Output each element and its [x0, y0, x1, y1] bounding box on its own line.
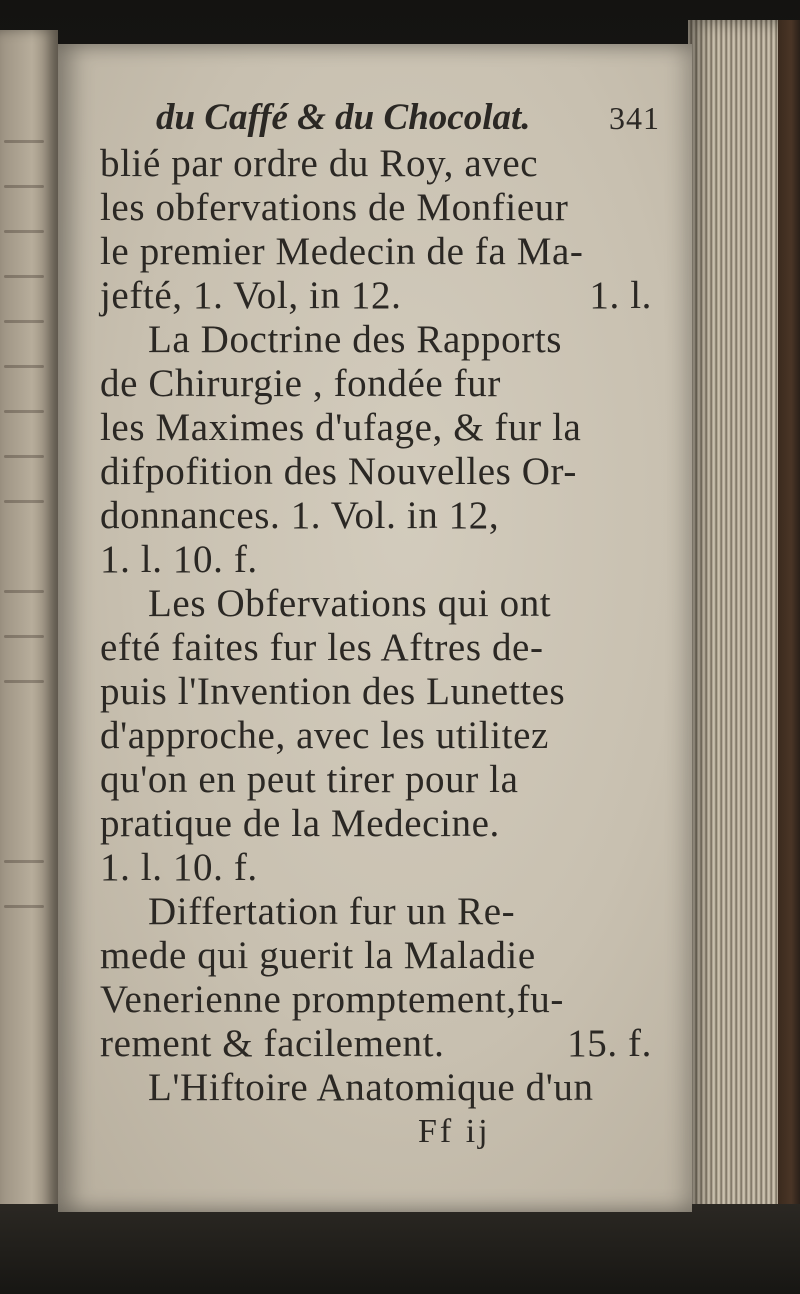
bottom-shadow: [0, 1204, 800, 1294]
line-text: mede qui guerit la Maladie: [100, 934, 536, 977]
line-text: Les Obfervations qui ont: [148, 582, 552, 625]
line-text: Venerienne promptement,fu-: [100, 978, 564, 1021]
line-text: les Maximes d'ufage, & fur la: [100, 406, 582, 449]
line-text: le premier Medecin de fa Ma-: [100, 230, 584, 273]
text-line: [100, 846, 660, 890]
right-page-stack: [688, 20, 800, 1270]
line-text: donnances. 1. Vol. in 12,: [100, 494, 500, 537]
text-line: [100, 362, 660, 406]
line-price: 15. f.: [567, 1022, 652, 1065]
line-text: Differtation fur un Re-: [148, 890, 516, 933]
book-cover-edge: [778, 20, 800, 1270]
text-line: [100, 890, 660, 934]
line-text: d'approche, avec les utilitez: [100, 714, 549, 757]
text-line: [100, 670, 660, 714]
line-text: de Chirurgie , fondée fur: [100, 362, 501, 405]
left-page-edge: [0, 30, 58, 1220]
line-text: 1. l. 10. f.: [100, 538, 258, 581]
line-text: efté faites fur les Aftres de-: [100, 626, 544, 669]
book-page: [58, 44, 692, 1212]
line-text: puis l'Invention des Lunettes: [100, 670, 566, 713]
text-line: [100, 450, 660, 494]
text-line: [100, 538, 660, 582]
line-text: qu'on en peut tirer pour la: [100, 758, 519, 801]
line-text: jefté, 1. Vol, in 12.: [100, 274, 402, 317]
line-price: 1. l.: [589, 274, 652, 317]
text-line: [100, 978, 660, 1022]
running-title: du Caffé & du Chocolat.: [156, 97, 531, 138]
text-line: [100, 802, 660, 846]
line-text: La Doctrine des Rapports: [148, 318, 563, 361]
line-text: difpofition des Nouvelles Or-: [100, 450, 577, 493]
line-text: rement & facilement.: [100, 1022, 445, 1065]
text-line: [100, 318, 660, 362]
line-text: L'Hiftoire Anatomique d'un: [148, 1066, 594, 1109]
line-text: blié par ordre du Roy, avec: [100, 142, 539, 185]
text-line: [100, 714, 660, 758]
text-line: [100, 934, 660, 978]
text-line: [100, 406, 660, 450]
text-line: [100, 758, 660, 802]
text-line: [100, 626, 660, 670]
page-text: [100, 96, 660, 1154]
text-line: [100, 142, 660, 186]
text-line: [100, 186, 660, 230]
text-line: [100, 274, 660, 318]
page-number: 341: [609, 100, 660, 136]
text-line: [100, 1022, 660, 1066]
signature-mark: Ff ij: [418, 1113, 491, 1150]
text-line: [100, 1066, 660, 1110]
line-text: pratique de la Medecine.: [100, 802, 500, 845]
text-line: [100, 230, 660, 274]
line-text: les obfervations de Monfieur: [100, 186, 569, 229]
text-line: [100, 494, 660, 538]
running-head: [100, 96, 660, 140]
line-text: 1. l. 10. f.: [100, 846, 258, 889]
text-line: [100, 582, 660, 626]
